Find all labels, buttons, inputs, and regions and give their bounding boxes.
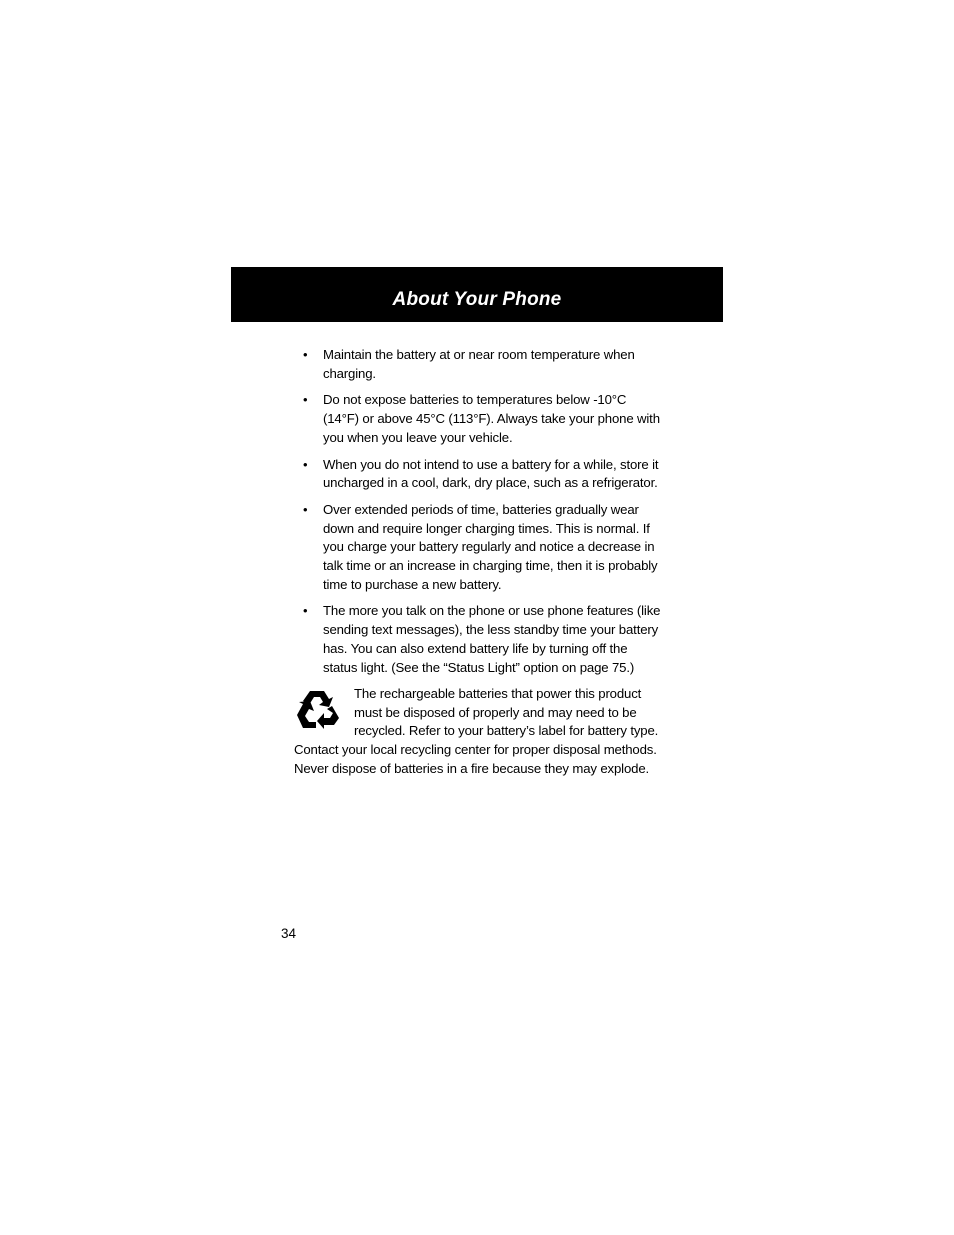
list-item bbox=[294, 501, 664, 595]
list-item bbox=[294, 346, 664, 383]
bullet-marker: • bbox=[303, 603, 308, 619]
bullet-marker: • bbox=[303, 456, 308, 472]
battery-tips-list bbox=[294, 346, 664, 685]
list-item-text: Maintain the battery at or near room temperature when charging. bbox=[323, 347, 635, 381]
recycling-notice-text: The rechargeable batteries that power this product must be disposed of properly and may need to be recycled. Refer to your battery’s label for battery type. Contact your local recycling center for proper disposal methods. Never dispose of batteries in a fire because they may explode. bbox=[294, 686, 659, 776]
page-number: 34 bbox=[281, 926, 297, 941]
recycling-notice bbox=[294, 685, 666, 779]
recycle-icon bbox=[294, 687, 342, 731]
list-item-text: The more you talk on the phone or use phone features (like sending text messages), the less standby time your battery has. You can also extend battery life by turning off the status light. (See the “Status Light” option on page 75.) bbox=[323, 603, 661, 675]
list-item-text: When you do not intend to use a battery for a while, store it uncharged in a cool, dark, dry place, such as a refrigerator. bbox=[323, 456, 659, 491]
list-item-text: Over extended periods of time, batteries gradually wear down and require longer charging times. This is normal. If you charge your battery regularly and notice a decrease in talk time or an increase in charging time, then it is probably time to purchase a new battery. bbox=[323, 501, 658, 592]
section-header-bar bbox=[231, 267, 723, 322]
list-item bbox=[294, 602, 664, 677]
list-item bbox=[294, 391, 664, 447]
list-item bbox=[294, 456, 664, 493]
section-title: About Your Phone bbox=[392, 289, 562, 310]
bullet-marker: • bbox=[303, 501, 308, 517]
list-item-text: Do not expose batteries to temperatures below -10°C (14°F) or above 45°C (113°F). Always take your phone with you when you leave your vehicle. bbox=[323, 392, 660, 445]
bullet-marker: • bbox=[303, 392, 308, 408]
bullet-marker: • bbox=[303, 347, 308, 362]
